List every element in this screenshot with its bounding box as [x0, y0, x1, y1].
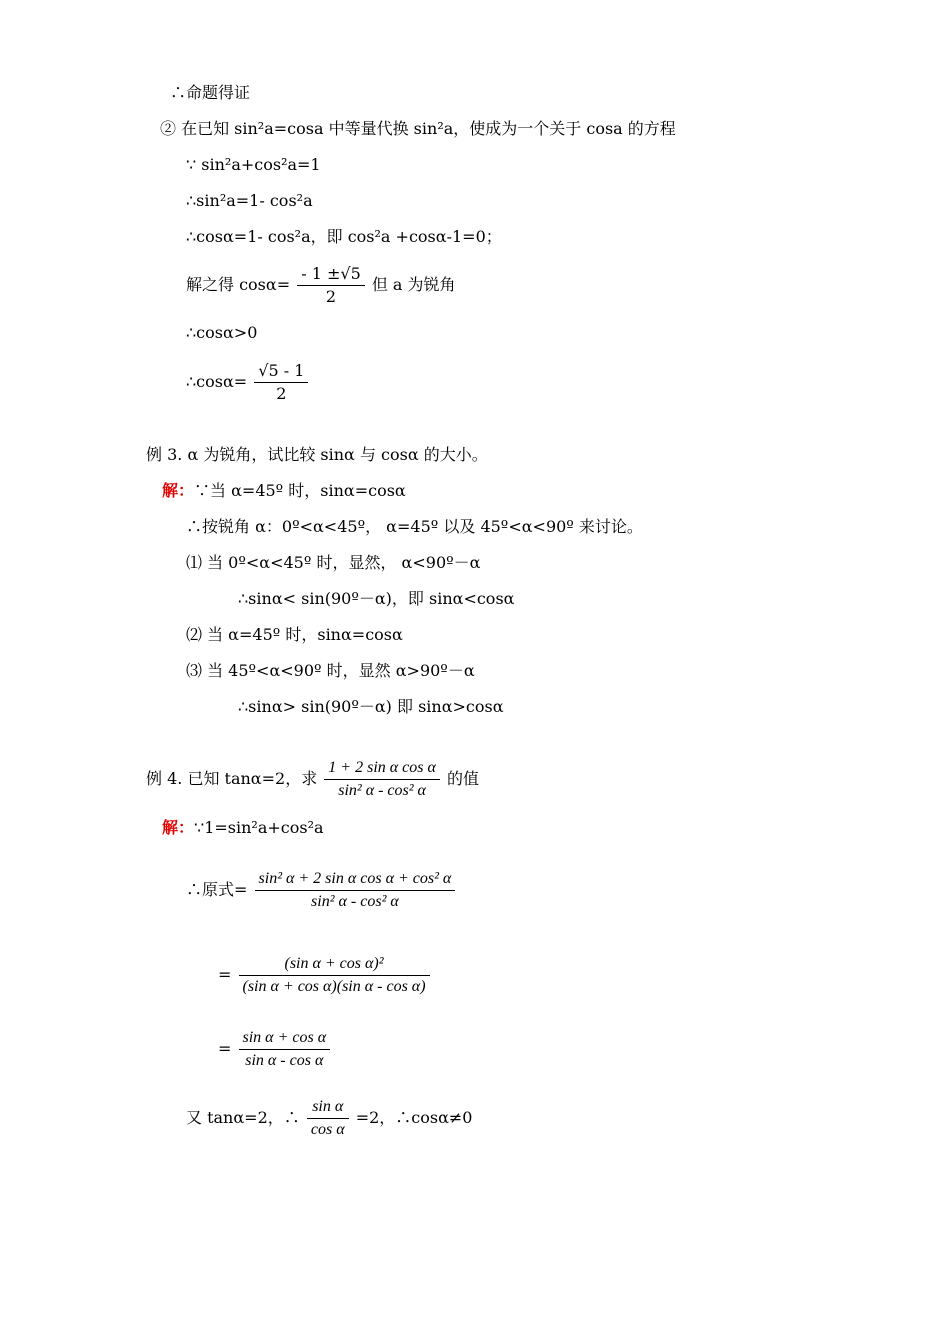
solution-label: 解：	[162, 481, 195, 500]
text-line: ∴sin²a=1- cos²a	[186, 191, 313, 210]
fraction: $\frac{\text{(sin α + cos α)²}}{\text{(sin α + cos α)(sin α - cos α)}}$	[239, 953, 430, 998]
math-line: ∴cosα= $\frac{√5 - 1}{2}$	[186, 360, 310, 405]
text-line: ∴cosα=1- cos²a，即 cos²a +cosα-1=0；	[186, 227, 502, 246]
fraction: $\frac{√5 - 1}{2}$	[254, 360, 308, 405]
text-line: 解：∵1=sin²a+cos²a	[162, 818, 324, 837]
example-3-heading: 例 3. α 为锐角，试比较 sinα 与 cosα 的大小。	[146, 445, 488, 464]
math-line: = $\frac{\text{sin α + cos α}}{\text{sin α - cos α}}$	[218, 1027, 332, 1072]
math-line: = $\frac{\text{(sin α + cos α)²}}{\text{(sin α + cos α)(sin α - cos α)}}$	[218, 953, 432, 998]
fraction: $\frac{\text{sin α + cos α}}{\text{sin α - cos α}}$	[239, 1027, 331, 1072]
fraction: $\frac{- 1 \pm√5}{2}$	[297, 263, 365, 308]
fraction: $\frac{\text{1 + 2 sin α cos α}}{\text{sin² α - cos² α}}$	[324, 757, 440, 802]
text-line: ⑴ 当 0º<α<45º 时，显然， α<90º－α	[186, 553, 481, 572]
fraction: $\frac{\text{sin α}}{\text{cos α}}$	[307, 1096, 349, 1141]
text-line: 解：∵当 α=45º 时，sinα=cosα	[162, 481, 406, 500]
text-line: ∵ sin²a+cos²a=1	[186, 155, 321, 174]
text-line: ∴sinα> sin(90º－α) 即 sinα>cosα	[238, 697, 504, 716]
example-4-heading: 例 4. 已知 tanα=2，求 $\frac{\text{1 + 2 sin α cos α}}{\text{sin² α - cos² α}}$ 的值	[146, 757, 479, 802]
text-line: ∴cosα>0	[186, 323, 258, 342]
math-line: 解之得 cosα= $\frac{- 1 \pm√5}{2}$ 但 a 为锐角	[186, 264, 456, 306]
math-line: 又 tanα=2，∴ $\frac{\text{sin α}}{\text{cos α}}$ =2，∴cosα≠0	[186, 1096, 472, 1141]
text-line: ② 在已知 sin²a=cosa 中等量代换 sin²a，使成为一个关于 cosa 的方程	[160, 119, 676, 138]
text-line: ⑵ 当 α=45º 时，sinα=cosα	[186, 625, 403, 644]
fraction: $\frac{\text{sin² α + 2 sin α cos α + cos² α}}{\text{sin² α - cos² α}}$	[255, 868, 456, 913]
text-line: ∴命题得证	[170, 83, 251, 102]
text-line: ⑶ 当 45º<α<90º 时，显然 α>90º－α	[186, 661, 475, 680]
solution-label: 解：	[162, 818, 195, 837]
text-line: ∴按锐角 α：0º<α<45º， α=45º 以及 45º<α<90º 来讨论。	[186, 517, 643, 536]
math-line: ∴原式= $\frac{\text{sin² α + 2 sin α cos α + cos² α}}{\text{sin² α - cos² α}}$	[186, 868, 457, 913]
text-line: ∴sinα< sin(90º－α)，即 sinα<cosα	[238, 589, 515, 608]
